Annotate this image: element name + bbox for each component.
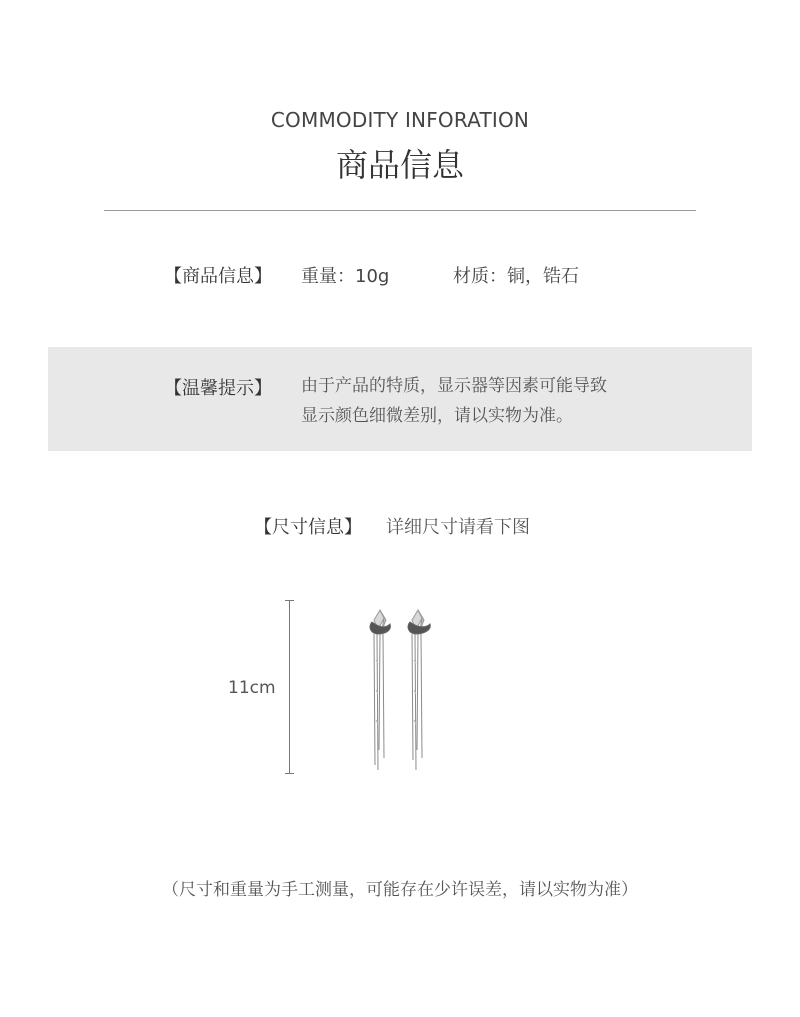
size-info-text: 详细尺寸请看下图 (386, 517, 530, 538)
ruler-tick-bottom (285, 773, 294, 774)
title-english: COMMODITY INFORATION (270, 108, 530, 132)
product-info-label: 【商品信息】 (164, 266, 272, 287)
weight-text: 重量：10g (301, 266, 390, 287)
footnote: （尺寸和重量为手工测量，可能存在少许误差，请以实物为准） (162, 880, 638, 900)
tips-label: 【温馨提示】 (164, 378, 272, 399)
earrings-image (360, 600, 450, 775)
tips-line-2: 显示颜色细微差别，请以实物为准。 (301, 406, 573, 426)
divider (104, 210, 696, 211)
size-info-label: 【尺寸信息】 (254, 517, 362, 538)
earring-left (370, 610, 390, 770)
size-length: 11cm (228, 678, 276, 698)
tips-line-1: 由于产品的特质，显示器等因素可能导致 (301, 376, 607, 396)
ruler-tick-top (285, 600, 294, 601)
earring-right (408, 610, 430, 770)
size-ruler (289, 600, 290, 774)
title-chinese: 商品信息 (335, 146, 464, 184)
material-text: 材质：铜，锆石 (453, 266, 579, 287)
